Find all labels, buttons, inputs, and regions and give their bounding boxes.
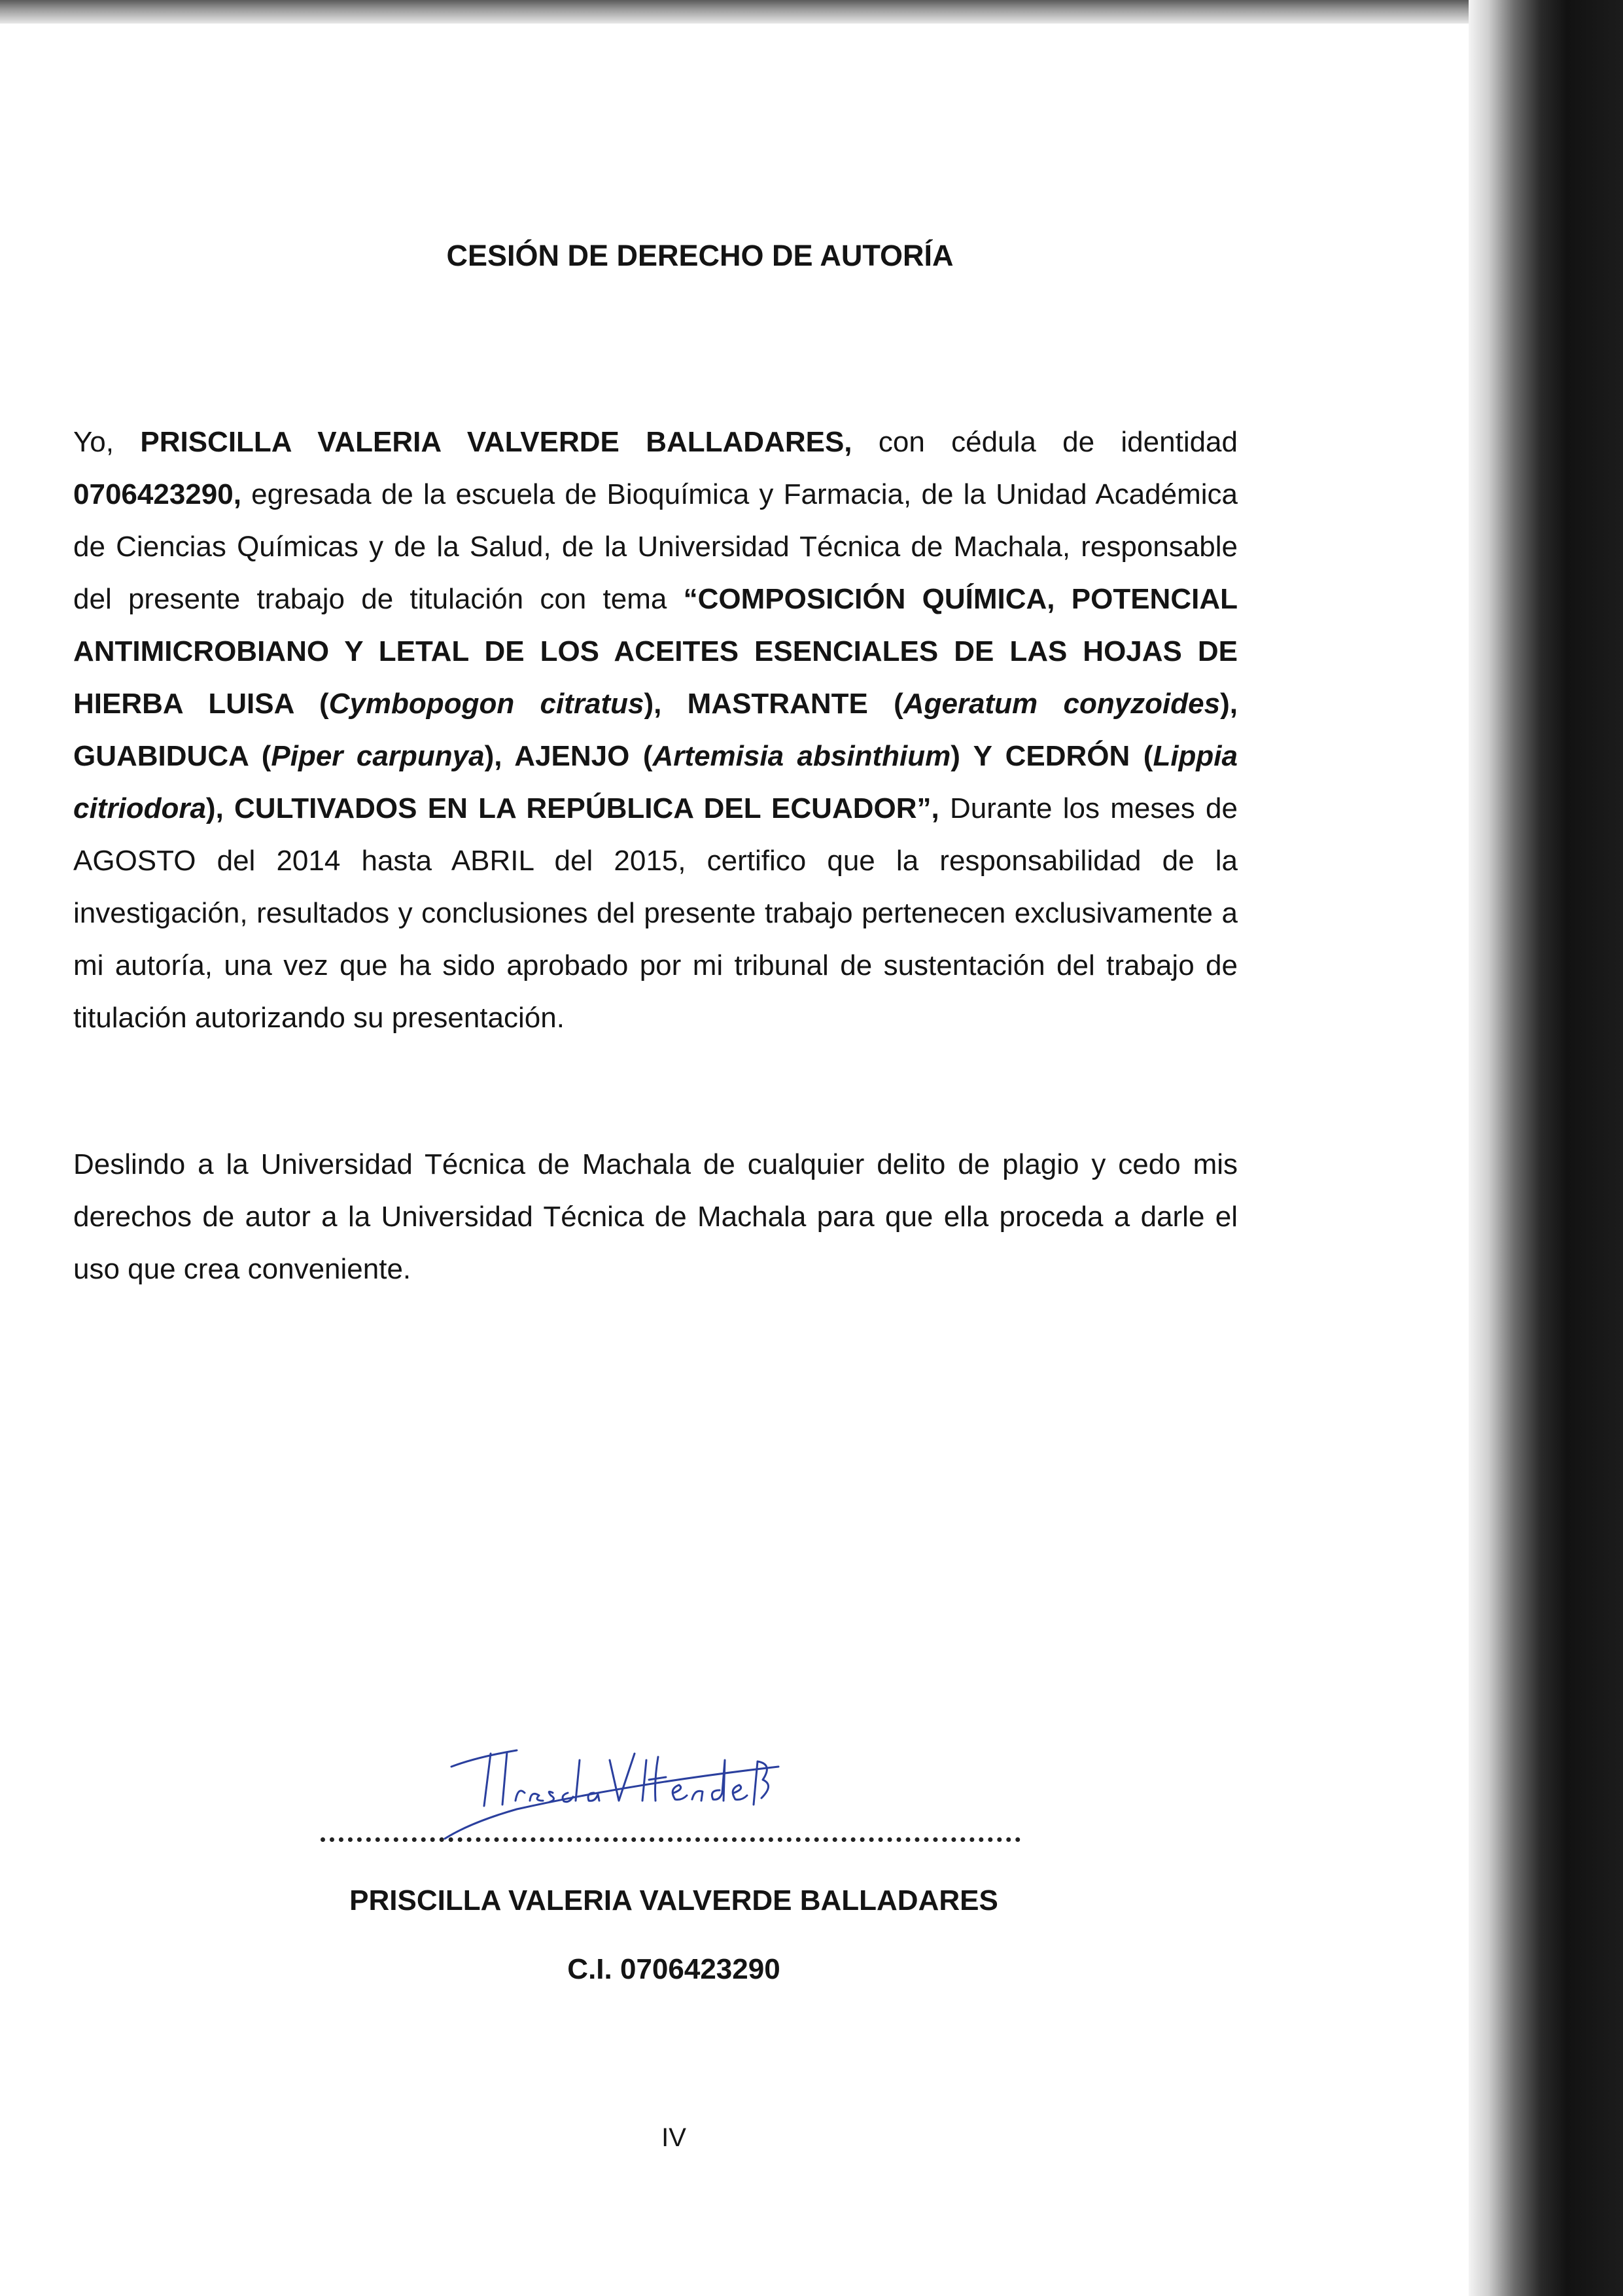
thesis-title-part-3: ), GUABIDUCA ( bbox=[73, 688, 1238, 772]
species-name-1: Cymbopogon citratus bbox=[328, 688, 644, 720]
text-id-intro: con cédula de identidad bbox=[852, 426, 1238, 458]
text-certification: Durante los meses de AGOSTO del 2014 hasta ABRIL del 2015, certifico que la responsabilidad de la investigación, resultados y conclusiones del presente trabajo pertenecen exclusivamente a mi autoría, una vez que ha sido aprobado por mi tribunal de sustentación del trabajo de titulación autorizando su presentación. bbox=[73, 792, 1238, 1034]
species-name-3: Piper carpunya bbox=[271, 740, 485, 772]
thesis-title-part-5: ) Y CEDRÓN ( bbox=[951, 740, 1153, 772]
species-name-5: Lippia citriodora bbox=[73, 740, 1238, 824]
scan-top-edge bbox=[0, 0, 1623, 24]
page-title: CESIÓN DE DERECHO DE AUTORÍA bbox=[446, 239, 954, 272]
id-number: 0706423290, bbox=[73, 478, 241, 510]
thesis-title-part-2: ), MASTRANTE ( bbox=[644, 688, 903, 720]
text-affiliation: egresada de la escuela de Bioquímica y Farmacia, de la Unidad Académica de Ciencias Químicas y de la Salud, de la Universidad Técnica de Machala, responsable del presente trabajo de titulación con tema bbox=[73, 478, 1238, 615]
declaration-paragraph bbox=[73, 416, 1238, 1044]
species-name-2: Ageratum conyzoides bbox=[903, 688, 1221, 720]
page-number: IV bbox=[661, 2123, 686, 2152]
thesis-title-part-4: ), AJENJO ( bbox=[484, 740, 653, 772]
scan-binding-shadow bbox=[1469, 0, 1623, 2296]
disclaimer-paragraph: Deslindo a la Universidad Técnica de Machala de cualquier delito de plagio y cedo mis derechos de autor a la Universidad Técnica de Machala para que ella proceda a darle el uso que crea conveniente. bbox=[73, 1148, 1238, 1285]
author-name: PRISCILLA VALERIA VALVERDE BALLADARES, bbox=[140, 426, 852, 458]
signature-line bbox=[321, 1837, 1021, 1842]
text-intro: Yo, bbox=[73, 426, 141, 458]
species-name-4: Artemisia absinthium bbox=[652, 740, 951, 772]
thesis-title-part-6: ), CULTIVADOS EN LA REPÚBLICA DEL ECUADOR”, bbox=[205, 792, 939, 824]
handwritten-signature bbox=[438, 1727, 792, 1845]
signer-name: PRISCILLA VALERIA VALVERDE BALLADARES bbox=[349, 1884, 998, 1916]
thesis-title-part-1: “COMPOSICIÓN QUÍMICA, POTENCIAL ANTIMICROBIANO Y LETAL DE LOS ACEITES ESENCIALES DE LAS HOJAS DE HIERBA LUISA ( bbox=[73, 583, 1238, 720]
signer-id: C.I. 0706423290 bbox=[567, 1953, 780, 1985]
